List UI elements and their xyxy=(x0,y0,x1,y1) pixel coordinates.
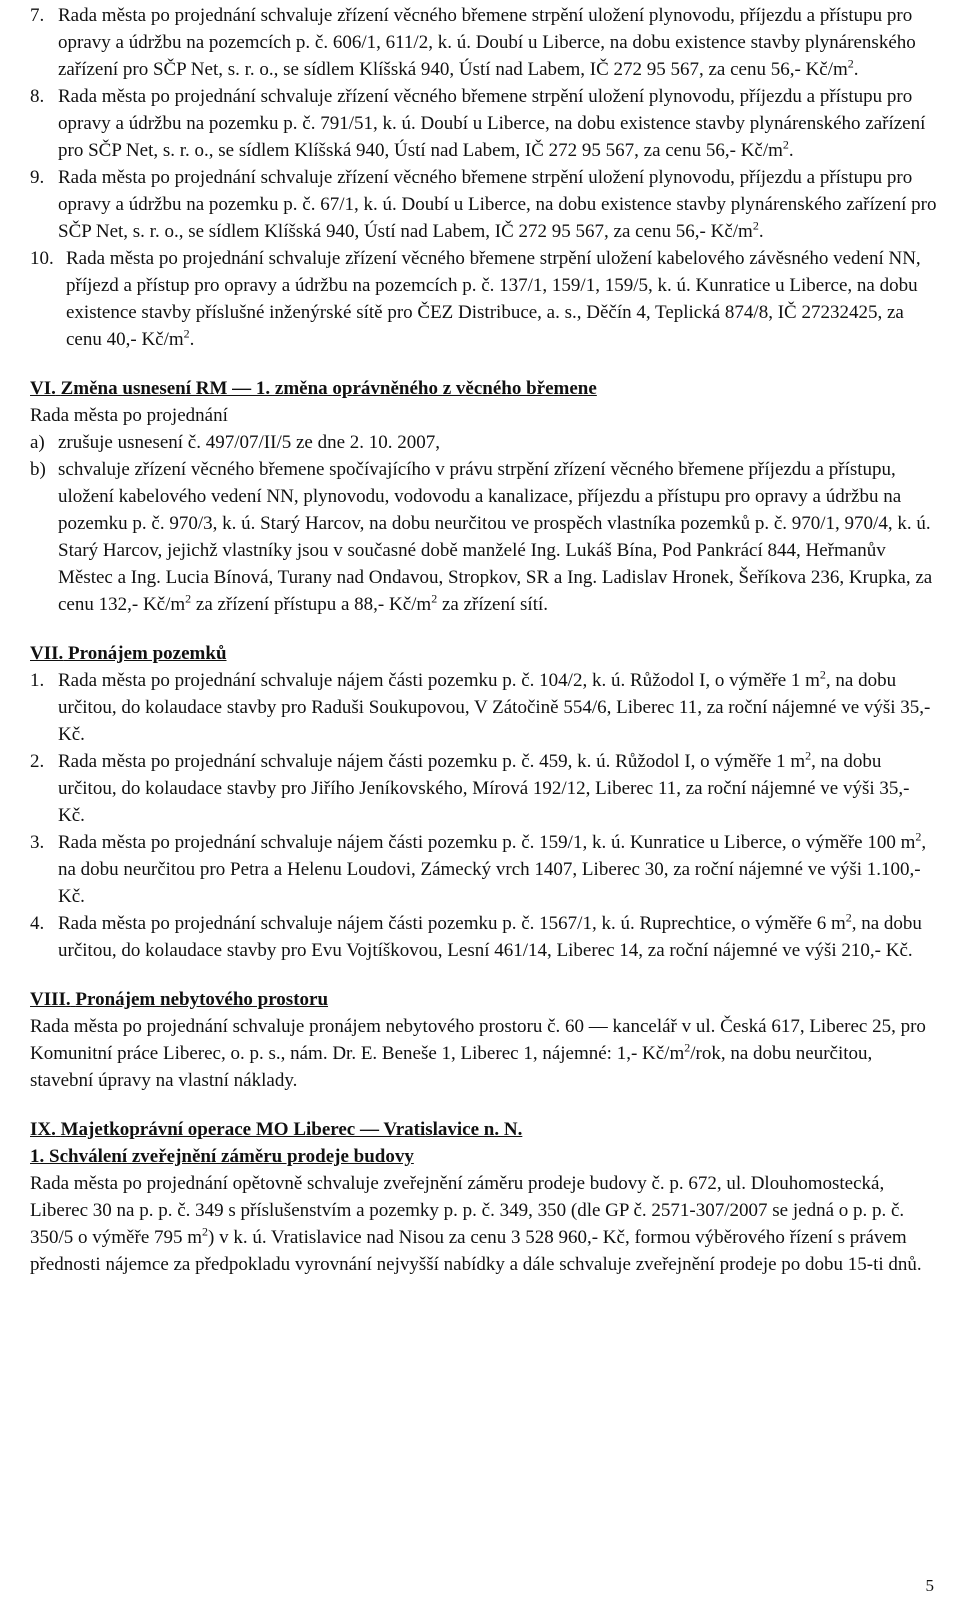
document-page xyxy=(30,2,940,1278)
resolution-item-9 xyxy=(30,164,940,245)
resolution-item-7 xyxy=(30,2,940,83)
section-6-point-a: a) zrušuje usnesení č. 497/07/II/5 ze dne 2. 10. 2007, xyxy=(30,432,441,453)
resolution-item-10 xyxy=(30,245,940,353)
lease-item-2: 2. Rada města po projednání schvaluje nájem části pozemku p. č. 459, k. ú. Růžodol I, o výměře 1 $m^2$, na dobu určitou, do kolaudace stavby pro Jiřího Jeníkovského, Mírová 192/12, Liberec 11, za roční nájemné ve výši 35,- Kč. xyxy=(30,748,910,826)
lease-item-4: 4. Rada města po projednání schvaluje nájem části pozemku p. č. 1567/1, k. ú. Ruprechtice, o výměře 6 $m^2$, na dobu určitou, do kolaudace stavby pro Evu Vojtíškovou, Lesní 461/14, Liberec 14, za roční nájemné ve výši 210,- Kč. xyxy=(30,910,922,961)
item-number: 9. xyxy=(30,167,45,188)
item-text: Rada města po projednání schvaluje zřízení věcného břemene strpění uložení plynovodu, příjezdu a přístupu pro opravy a údržbu na pozemku p. č. 791/51, k. ú. Doubí u Liberce, na dobu existence stavby plynárenského zařízení pro SČP Net, s. r. o., se sídlem Klíšská 940, Ústí nad Labem, IČ 272 95 567, za cenu 56,- $Kč/m^2$. xyxy=(58,86,926,161)
lease-item-3: 3. Rada města po projednání schvaluje nájem části pozemku p. č. 159/1, k. ú. Kunratice u Liberce, o výměře 100 $m^2$, na dobu neurčitou pro Petra a Helenu Loudovi, Zámecký vrch 1407, Liberec 30, za roční nájemné ve výši 1.100,- Kč. xyxy=(30,829,927,907)
section-6-heading: VI. Změna usnesení RM — 1. změna oprávněného z věcného břemene xyxy=(30,378,597,399)
section-9-heading: IX. Majetkoprávní operace MO Liberec — Vratislavice n. N. xyxy=(30,1119,523,1140)
lease-item-1: 1. Rada města po projednání schvaluje nájem části pozemku p. č. 104/2, k. ú. Růžodol I, o výměře 1 $m^2$, na dobu určitou, do kolaudace stavby pro Raduši Soukupovou, V Zátočině 554/6, Liberec 11, za roční nájemné ve výši 35,- Kč. xyxy=(30,667,931,745)
item-number: 10. xyxy=(30,248,54,269)
item-number: 7. xyxy=(30,5,45,26)
item-text: Rada města po projednání schvaluje zřízení věcného břemene strpění uložení kabelového závěsného vedení NN, příjezd a přístup pro opravy a údržbu na pozemcích p. č. 137/1, 159/1, 159/5, k. ú. Kunratice u Liberce, na dobu existence stavby příslušné inženýrské sítě pro ČEZ Distribuce, a. s., Děčín 4, Teplická 874/8, IČ 27232425, za cenu 40,- $Kč/m^2$. xyxy=(66,248,921,350)
section-9-text: Rada města po projednání opětovně schvaluje zveřejnění záměru prodeje budovy č. p. 672, ul. Dlouhomostecká, Liberec 30 na p. p. č. 349 s příslušenstvím a pozemky p. p. č. 349, 350 (dle GP č. 2571-307/2007 se jedná o p. p. č. 350/5 o výměře 795 $m^2$) v k. ú. Vratislavice nad Nisou za cenu 3 528 960,- Kč, formou výběrového řízení s právem přednosti nájemce za předpokladu vyrovnání nejvyšší nabídky a dále schvaluje zveřejnění prodeje po dobu 15-ti dnů. xyxy=(30,1173,922,1275)
page-number: 5 xyxy=(925,1576,934,1595)
section-8-text: Rada města po projednání schvaluje pronájem nebytového prostoru č. 60 — kancelář v ul. Česká 617, Liberec 25, pro Komunitní práce Liberec, o. p. s., nám. Dr. E. Beneše 1, Liberec 1, nájemné: 1,- $Kč/m^2$/rok, na dobu neurčitou, stavební úpravy na vlastní náklady. xyxy=(30,1016,926,1091)
section-6-intro: Rada města po projednání xyxy=(30,405,228,426)
section-9-subheading: 1. Schválení zveřejnění záměru prodeje budovy xyxy=(30,1146,414,1167)
item-number: 8. xyxy=(30,86,45,107)
section-8-heading: VIII. Pronájem nebytového prostoru xyxy=(30,989,329,1010)
resolution-item-8 xyxy=(30,83,940,164)
item-text: Rada města po projednání schvaluje zřízení věcného břemene strpění uložení plynovodu, příjezdu a přístupu pro opravy a údržbu na pozemcích p. č. 606/1, 611/2, k. ú. Doubí u Liberce, na dobu existence stavby plynárenského zařízení pro SČP Net, s. r. o., se sídlem Klíšská 940, Ústí nad Labem, IČ 272 95 567, za cenu 56,- $Kč/m^2$. xyxy=(58,5,916,80)
section-7-heading: VII. Pronájem pozemků xyxy=(30,643,227,664)
item-text: Rada města po projednání schvaluje zřízení věcného břemene strpění uložení plynovodu, příjezdu a přístupu pro opravy a údržbu na pozemku p. č. 67/1, k. ú. Doubí u Liberce, na dobu existence stavby plynárenského zařízení pro SČP Net, s. r. o., se sídlem Klíšská 940, Ústí nad Labem, IČ 272 95 567, za cenu 56,- $Kč/m^2$. xyxy=(58,167,937,242)
section-6-point-b: b) schvaluje zřízení věcného břemene spočívajícího v právu strpění zřízení věcného břemene příjezdu a přístupu, uložení kabelového vedení NN, plynovodu, vodovodu a kanalizace, příjezdu a přístupu pro opravy a údržbu na pozemku p. č. 970/3, k. ú. Starý Harcov, na dobu neurčitou ve prospěch vlastníka pozemků p. č. 970/1, 970/4, k. ú. Starý Harcov, jejichž vlastníky jsou v současné době manželé Ing. Lukáš Bína, Pod Pankrácí 844, Heřmanův Městec a Ing. Lucia Bínová, Turany nad Ondavou, Stropkov, SR a Ing. Ladislav Hronek, Šeříkova 236, Krupka, za cenu 132,- $Kč/m^2$ za zřízení přístupu a 88,- $Kč/m^2$ za zřízení sítí. xyxy=(30,459,933,615)
